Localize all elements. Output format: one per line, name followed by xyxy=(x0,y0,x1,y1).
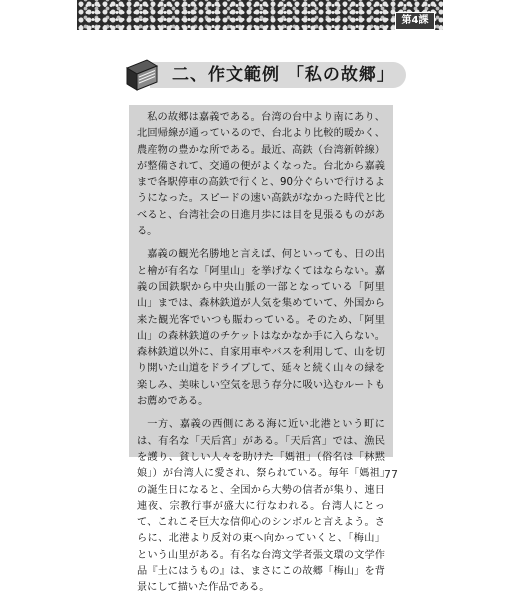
section-title: 二、作文範例 「私の故郷」 xyxy=(172,65,395,85)
book-icon xyxy=(121,56,161,96)
page-number: 77 xyxy=(384,468,398,481)
essay-paragraph-3: 一方、嘉義の西側にある海に近い北港という町には、有名な「天后宮」がある。「天后宮」では、漁民を護り、貧しい人々を助けた「媽祖」（俗名は「林黙娘」）が台湾人に愛され、祭られている。毎年「媽祖」の誕生日になると、全国から大勢の信者が集り、連日連夜、宗教行事が盛大に行なわれる。台湾人にとって、これこそ巨大な信仰心のシンボルと言えよう。さらに、北港より反対の東へ向かっていくと、「梅山」という山里がある。有名な台湾文学者張文環の文学作品『土にはうもの』は、まさにこの故郷「梅山」を背景にして描いた作品である。 xyxy=(137,419,385,594)
essay-paragraph-1: 私の故郷は嘉義である。台湾の台中より南にあり、北回帰線が通っているので、台北より比較的暖かく、農産物の豊かな所である。最近、高鉄（台湾新幹線）が整備されて、交通の便がよくなった。台北から嘉義まで各駅停車の高鉄で行くと、90分ぐらいで行けるようになった。スピードの速い高鉄がなかった時代と比べると、台湾社会の日進月歩には目を見張るものがある。 xyxy=(137,112,385,238)
decorative-header-banner xyxy=(77,0,443,30)
lesson-tag: 第4課 xyxy=(395,12,435,30)
essay-paragraph-2: 嘉義の観光名勝地と言えば、何といっても、日の出と檜が有名な「阿里山」を挙げなくてはならない。嘉義の国鉄駅から中央山脈の一部となっている「阿里山」までは、森林鉄道が人気を集めていて、外国から来た観光客でいつも賑わっている。そのため、「阿里山」の森林鉄道のチケットはなかなか手に入らない。森林鉄道以外に、自家用車やバスを利用して、山を切り開いた山道をドライブして、延々と続く山々の緑を楽しみ、美味しい空気を思う存分に吸い込むルートもお薦めである。 xyxy=(137,249,385,408)
